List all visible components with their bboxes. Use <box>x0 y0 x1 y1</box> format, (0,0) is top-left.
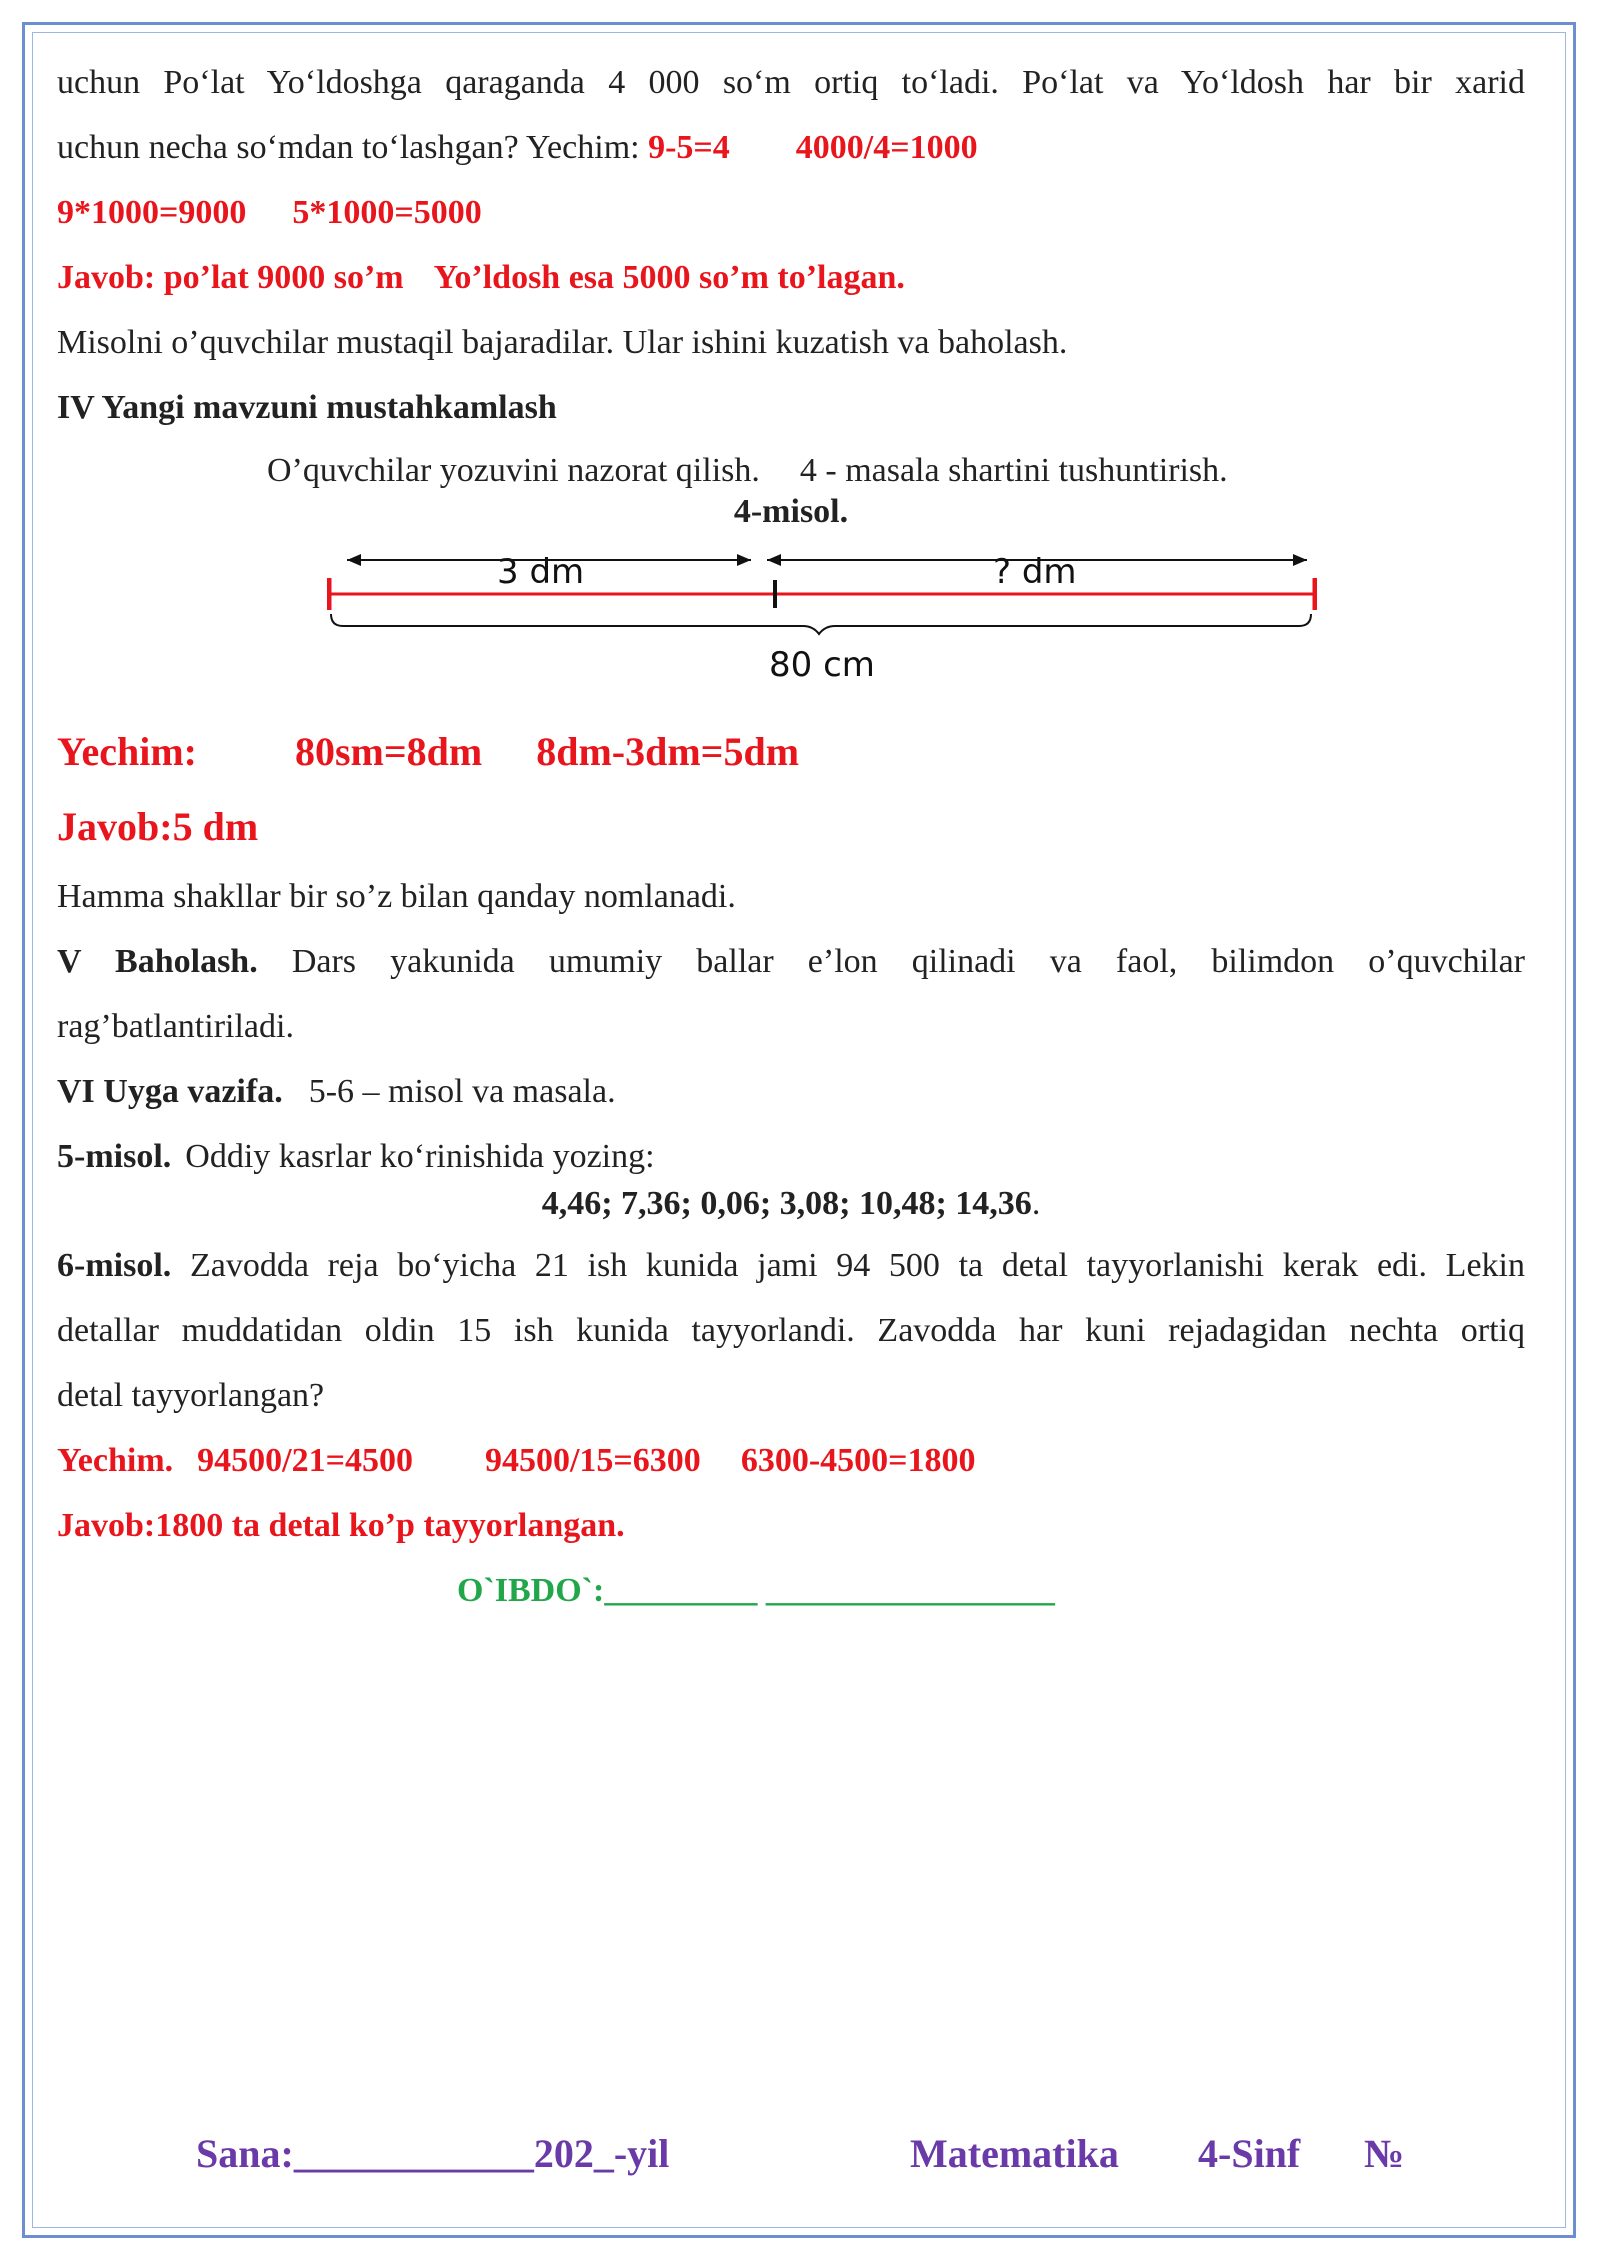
arrow-head-right-2 <box>1293 554 1307 566</box>
footer-number: № <box>1364 2131 1405 2176</box>
section-heading-vi: VI Uyga vazifa. <box>57 1073 283 1110</box>
paragraph-homework <box>57 1059 1525 1124</box>
paragraph-assessment-cont: rag’batlantiriladi. <box>57 1008 294 1045</box>
control-text-b: 4 - masala shartini tushuntirish. <box>799 452 1228 489</box>
answer-line-1 <box>57 245 1525 310</box>
label-80cm: 80 cm <box>769 645 875 685</box>
paragraph-misol-5 <box>57 1124 1525 1189</box>
arrow-head-left-1 <box>347 554 361 566</box>
paragraph-misol-6-line2: detallar muddatidan oldin 15 ish kunida tayyorlandi. Zavodda har kuni rejadagidan nechta ortiq <box>57 1312 1525 1349</box>
paragraph-misol-6-line3: detal tayyorlangan? <box>57 1377 325 1414</box>
solution-6-calc-1: 94500/21=4500 <box>197 1442 413 1479</box>
paragraph-problem-question <box>57 115 1525 180</box>
paragraph-independent-work: Misolni o’quvchilar mustaqil bajaradilar. Ular ishini kuzatish va baholash. <box>57 324 1068 361</box>
arrow-head-right-1 <box>737 554 751 566</box>
solution-4-label: Yechim: <box>57 729 197 774</box>
total-brace <box>331 614 1311 634</box>
solution-calc-1: 9-5=4 <box>648 129 730 166</box>
solution-calc-2: 4000/4=1000 <box>795 129 978 166</box>
footer-grade: 4-Sinf <box>1198 2131 1301 2176</box>
paragraph-assessment <box>57 929 1525 994</box>
solution-line-2 <box>57 180 1525 245</box>
misol-6-text-1: Zavodda reja bo‘yicha 21 ish kunida jami 94 500 ta detal tayyorlanishi kerak edi. Lekin <box>171 1247 1525 1284</box>
question-text: uchun necha so‘mdan to‘lashgan? Yechim: <box>57 129 649 166</box>
misol-5-numbers-line <box>57 1185 1525 1222</box>
solution-4-line <box>57 714 1525 789</box>
solution-6-label: Yechim. <box>57 1442 174 1479</box>
answer-6-line: Javob:1800 ta detal ko’p tayyorlangan. <box>57 1507 625 1544</box>
misol-4-title: 4-misol. <box>733 493 849 530</box>
solution-4-calc-1: 80sm=8dm <box>294 729 483 774</box>
paragraph-problem-continuation: uchun Po‘lat Yo‘ldoshga qaraganda 4 000 so‘m ortiq to‘ladi. Po‘lat va Yo‘ldosh har bir xarid <box>57 64 1525 101</box>
oibdo-signature-line: O`IBDO`:_________ _________________ <box>457 1572 1055 1609</box>
misol-5-text: Oddiy kasrlar ko‘rinishida yozing: <box>185 1138 655 1175</box>
answer-4-line: Javob:5 dm <box>57 804 259 849</box>
misol-5-label: 5-misol. <box>57 1138 172 1175</box>
solution-calc-3: 9*1000=9000 <box>57 194 247 231</box>
control-text-a: O’quvchilar yozuvini nazorat qilish. <box>267 452 760 489</box>
document-body <box>57 50 1525 1623</box>
solution-6-calc-3: 6300-4500=1800 <box>740 1442 976 1479</box>
segment-diagram-svg <box>327 530 1317 700</box>
solution-6-line <box>57 1428 1525 1493</box>
segment-diagram <box>57 530 1525 700</box>
label-unknown-dm: ? dm <box>993 552 1077 592</box>
solution-6-calc-2: 94500/15=6300 <box>484 1442 701 1479</box>
paragraph-misol-6-line1 <box>57 1233 1525 1298</box>
section-heading-iv: IV Yangi mavzuni mustahkamlash <box>57 389 557 426</box>
arrow-head-left-2 <box>767 554 781 566</box>
section-heading-v: V Baholash. <box>57 943 258 980</box>
assessment-text: Dars yakunida umumiy ballar e’lon qilinadi va faol, bilimdon o’quvchilar <box>257 943 1525 980</box>
misol-6-label: 6-misol. <box>57 1247 172 1284</box>
solution-calc-4: 5*1000=5000 <box>292 194 482 231</box>
label-3dm: 3 dm <box>497 552 585 592</box>
misol-5-numbers: 4,46; 7,36; 0,06; 3,08; 10,48; 14,36 <box>541 1185 1032 1222</box>
homework-text: 5-6 – misol va masala. <box>308 1073 616 1110</box>
answer-part-1: Javob: po’lat 9000 so’m <box>57 259 404 296</box>
misol-5-period: . <box>1031 1185 1041 1222</box>
answer-part-2: Yo’ldosh esa 5000 so’m to’lagan. <box>433 259 905 296</box>
footer-date: Sana:____________202_-yil <box>196 2131 670 2176</box>
solution-4-calc-2: 8dm-3dm=5dm <box>536 729 800 774</box>
paragraph-shapes-question: Hamma shakllar bir so’z bilan qanday nomlanadi. <box>57 878 736 915</box>
page-footer <box>0 2130 1600 2200</box>
footer-subject: Matematika <box>910 2131 1119 2176</box>
